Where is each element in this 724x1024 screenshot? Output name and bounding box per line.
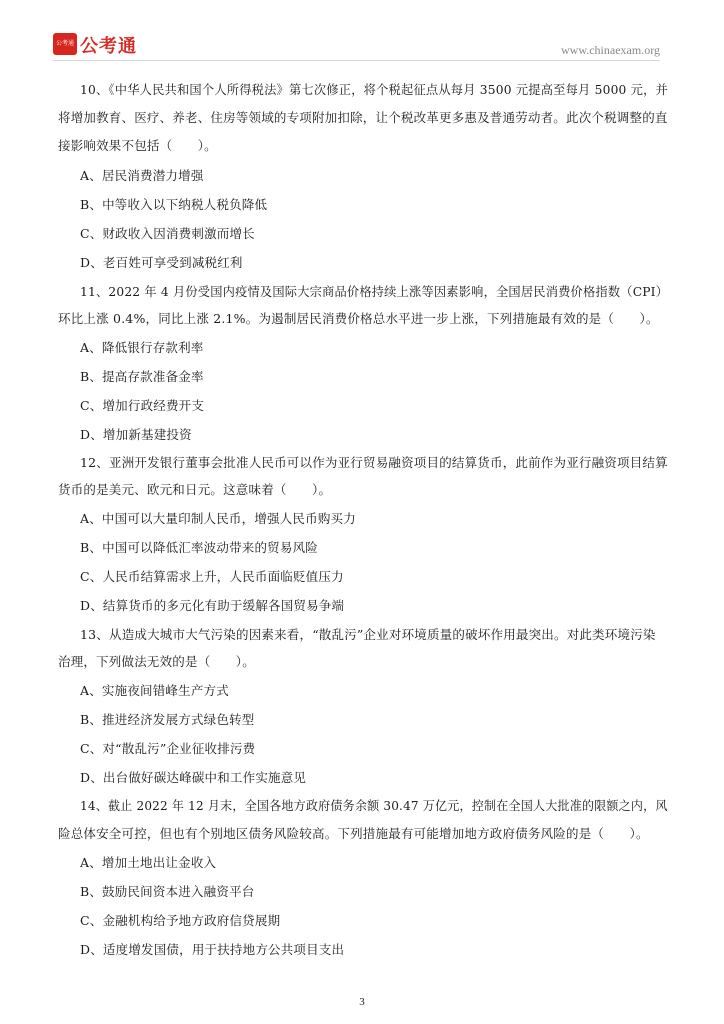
question-text-line: 环比上涨 0.4%，同比上涨 2.1%。为遏制居民消费价格总水平进一步上涨，下列措施最有效的是（ ）。 bbox=[58, 311, 659, 326]
question-text-line: 12、亚洲开发银行董事会批准人民币可以作为亚行贸易融资项目的结算货币，此前作为亚行融资项目结算 bbox=[80, 455, 668, 470]
option-b: B、中等收入以下纳税人税负降低 bbox=[80, 197, 268, 212]
option-d: D、增加新基建投资 bbox=[80, 427, 192, 442]
page-header bbox=[0, 0, 724, 62]
option-a: A、增加土地出让金收入 bbox=[80, 855, 217, 870]
option-a: A、降低银行存款利率 bbox=[80, 340, 204, 355]
option-c: C、人民币结算需求上升，人民币面临贬值压力 bbox=[80, 569, 344, 584]
option-b: B、鼓励民间资本进入融资平台 bbox=[80, 884, 255, 899]
option-a: A、居民消费潜力增强 bbox=[80, 168, 204, 183]
question-text-line: 14、截止 2022 年 12 月末，全国各地方政府债务余额 30.47 万亿元，控制在全国人大批准的限额之内，风 bbox=[80, 798, 668, 813]
question-text-line: 货币的是美元、欧元和日元。这意味着（ ）。 bbox=[58, 482, 332, 497]
question-text-line: 治理，下列做法无效的是（ ）。 bbox=[58, 654, 255, 669]
option-b: B、推进经济发展方式绿色转型 bbox=[80, 712, 255, 727]
option-c: C、对“散乱污”企业征收排污费 bbox=[80, 741, 256, 756]
logo-badge: 公考通 bbox=[53, 33, 77, 55]
option-c: C、增加行政经费开支 bbox=[80, 398, 205, 413]
option-d: D、适度增发国债，用于扶持地方公共项目支出 bbox=[80, 942, 345, 957]
question-text-line: 将增加教育、医疗、养老、住房等领域的专项附加扣除，让个税改革更多惠及普通劳动者。此次个税调整的直 bbox=[58, 110, 668, 125]
option-d: D、老百姓可享受到减税红利 bbox=[80, 255, 243, 270]
question-text-line: 11、2022 年 4 月份受国内疫情及国际大宗商品价格持续上涨等因素影响，全国居民消费价格指数（CPI） bbox=[80, 284, 669, 299]
question-text-line: 险总体安全可控，但也有个别地区债务风险较高。下列措施最有可能增加地方政府债务风险的是（ ）。 bbox=[58, 826, 649, 841]
question-text-line: 接影响效果不包括（ ）。 bbox=[58, 138, 217, 153]
question-text-line: 13、从造成大城市大气污染的因素来看，“散乱污”企业对环境质量的破坏作用最突出。对此类环境污染 bbox=[80, 627, 656, 642]
page-number: 3 bbox=[359, 996, 365, 1008]
option-d: D、出台做好碳达峰碳中和工作实施意见 bbox=[80, 770, 307, 785]
option-c: C、财政收入因消费刺激而增长 bbox=[80, 226, 255, 241]
header-divider bbox=[53, 60, 660, 61]
logo-text: 公考通 bbox=[80, 36, 137, 57]
site-url: www.chinaexam.org bbox=[561, 43, 660, 57]
option-b: B、中国可以降低汇率波动带来的贸易风险 bbox=[80, 540, 318, 555]
option-d: D、结算货币的多元化有助于缓解各国贸易争端 bbox=[80, 598, 345, 613]
option-a: A、中国可以大量印制人民币，增强人民币购买力 bbox=[80, 511, 356, 526]
option-a: A、实施夜间错峰生产方式 bbox=[80, 683, 229, 698]
option-b: B、提高存款准备金率 bbox=[80, 369, 204, 384]
option-c: C、金融机构给予地方政府信贷展期 bbox=[80, 913, 281, 928]
question-text-line: 10、《中华人民共和国个人所得税法》第七次修正，将个税起征点从每月 3500 元提高至每月 5000 元，并 bbox=[80, 82, 668, 97]
